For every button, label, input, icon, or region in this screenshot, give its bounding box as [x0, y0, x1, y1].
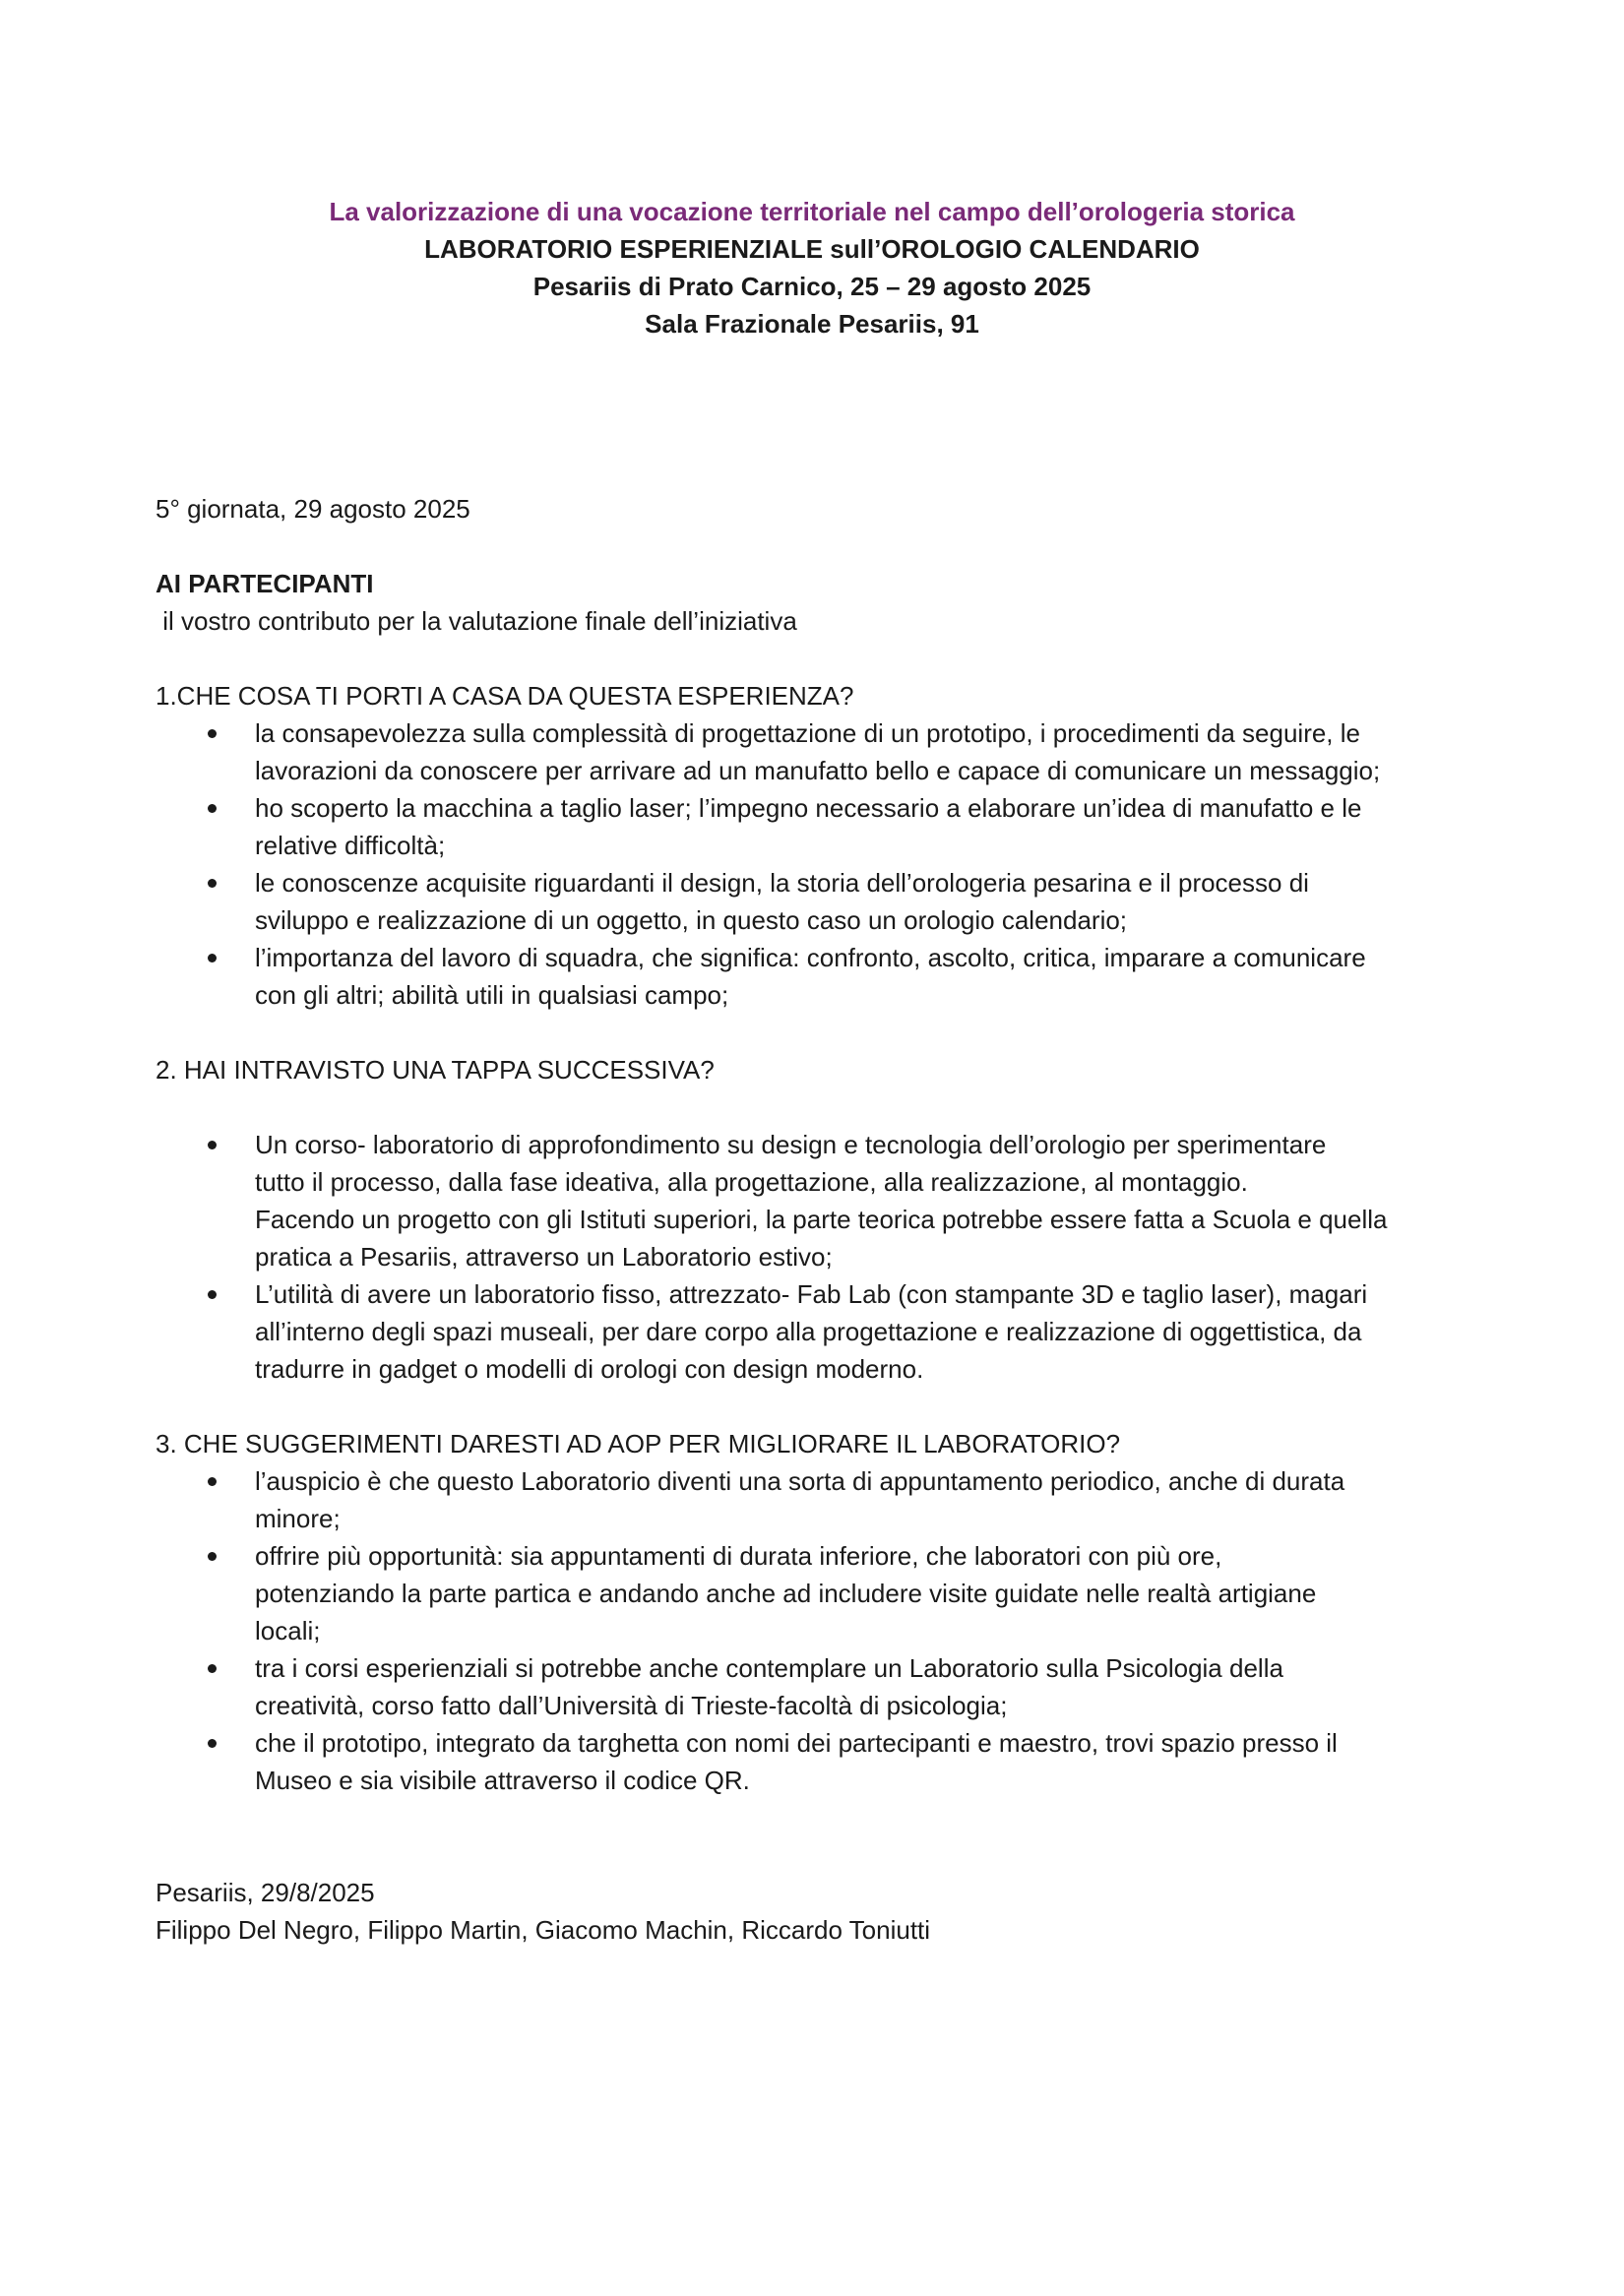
section-1-list — [156, 714, 1494, 1014]
header-subtitle: LABORATORIO ESPERIENZIALE sull’OROLOGIO CALENDARIO — [424, 234, 1200, 264]
document-body — [156, 490, 1494, 1949]
bullet-icon — [208, 1739, 217, 1748]
list-item: le conoscenze acquisite riguardanti il design, la storia dell’orologeria pesarina e il processo di sviluppo e realizzazione di un oggetto, in questo caso un orologio calendario; — [156, 864, 1624, 939]
bullet-icon — [208, 1141, 217, 1149]
bullet-icon — [208, 729, 217, 738]
bullet-icon — [208, 879, 217, 888]
list-item: Un corso- laboratorio di approfondimento su design e tecnologia dell’orologio per sperimentare tutto il processo, dalla fase ideativa, alla progettazione, alla realizzazione, al montaggio. Facendo un progetto con gli Istituti superiori, la parte teorica potrebbe essere fatta a Scuola e quella pratica a Pesariis, attraverso un Laboratorio estivo; — [156, 1126, 1624, 1275]
intro-heading: AI PARTECIPANTI — [156, 569, 374, 598]
list-item: tra i corsi esperienziali si potrebbe anche contemplare un Laboratorio sulla Psicologia della creatività, corso fatto dall’Università di Trieste-facoltà di psicologia; — [156, 1649, 1624, 1724]
list-item: offrire più opportunità: sia appuntamenti di durata inferiore, che laboratori con più ore, potenziando la parte partica e andando anche ad includere visite guidate nelle realtà artigiane locali; — [156, 1537, 1624, 1649]
day-line: 5° giornata, 29 agosto 2025 — [156, 494, 470, 524]
list-item: la consapevolezza sulla complessità di progettazione di un prototipo, i procedimenti da seguire, le lavorazioni da conoscere per arrivare ad un manufatto bello e capace di comunicare un messaggio; — [156, 714, 1624, 789]
intro-text: il vostro contributo per la valutazione finale dell’iniziativa — [156, 606, 797, 636]
header-title: La valorizzazione di una vocazione territoriale nel campo dell’orologeria storica — [329, 197, 1295, 226]
list-item: L’utilità di avere un laboratorio fisso, attrezzato- Fab Lab (con stampante 3D e taglio laser), magari all’interno degli spazi museali, per dare corpo alla progettazione e realizzazione di oggettistica, da tradurre in gadget o modelli di orologi con design moderno. — [156, 1275, 1624, 1388]
section-1-question: 1.CHE COSA TI PORTI A CASA DA QUESTA ESPERIENZA? — [156, 681, 854, 711]
list-item: ho scoperto la macchina a taglio laser; l’impegno necessario a elaborare un’idea di manufatto e le relative difficoltà; — [156, 789, 1624, 864]
section-3-question: 3. CHE SUGGERIMENTI DARESTI AD AOP PER MIGLIORARE IL LABORATORIO? — [156, 1429, 1121, 1458]
section-2-question: 2. HAI INTRAVISTO UNA TAPPA SUCCESSIVA? — [156, 1055, 715, 1085]
bullet-icon — [208, 954, 217, 962]
bullet-icon — [208, 1477, 217, 1486]
bullet-icon — [208, 1290, 217, 1299]
list-item: l’importanza del lavoro di squadra, che significa: confronto, ascolto, critica, imparare a comunicare con gli altri; abilità utili in qualsiasi campo; — [156, 939, 1624, 1014]
bullet-icon — [208, 1552, 217, 1561]
header-venue: Sala Frazionale Pesariis, 91 — [645, 309, 979, 339]
section-3-list — [156, 1462, 1494, 1799]
document-header — [0, 193, 1624, 342]
list-item: l’auspicio è che questo Laboratorio diventi una sorta di appuntamento periodico, anche di durata minore; — [156, 1462, 1624, 1537]
closing-signatures: Filippo Del Negro, Filippo Martin, Giacomo Machin, Riccardo Toniutti — [156, 1915, 931, 1945]
bullet-icon — [208, 1664, 217, 1673]
closing-place-date: Pesariis, 29/8/2025 — [156, 1878, 375, 1907]
section-2-list — [156, 1126, 1494, 1388]
bullet-icon — [208, 804, 217, 813]
header-place-date: Pesariis di Prato Carnico, 25 – 29 agosto 2025 — [532, 272, 1092, 301]
list-item: che il prototipo, integrato da targhetta con nomi dei partecipanti e maestro, trovi spazio presso il Museo e sia visibile attraverso il codice QR. — [156, 1724, 1624, 1799]
